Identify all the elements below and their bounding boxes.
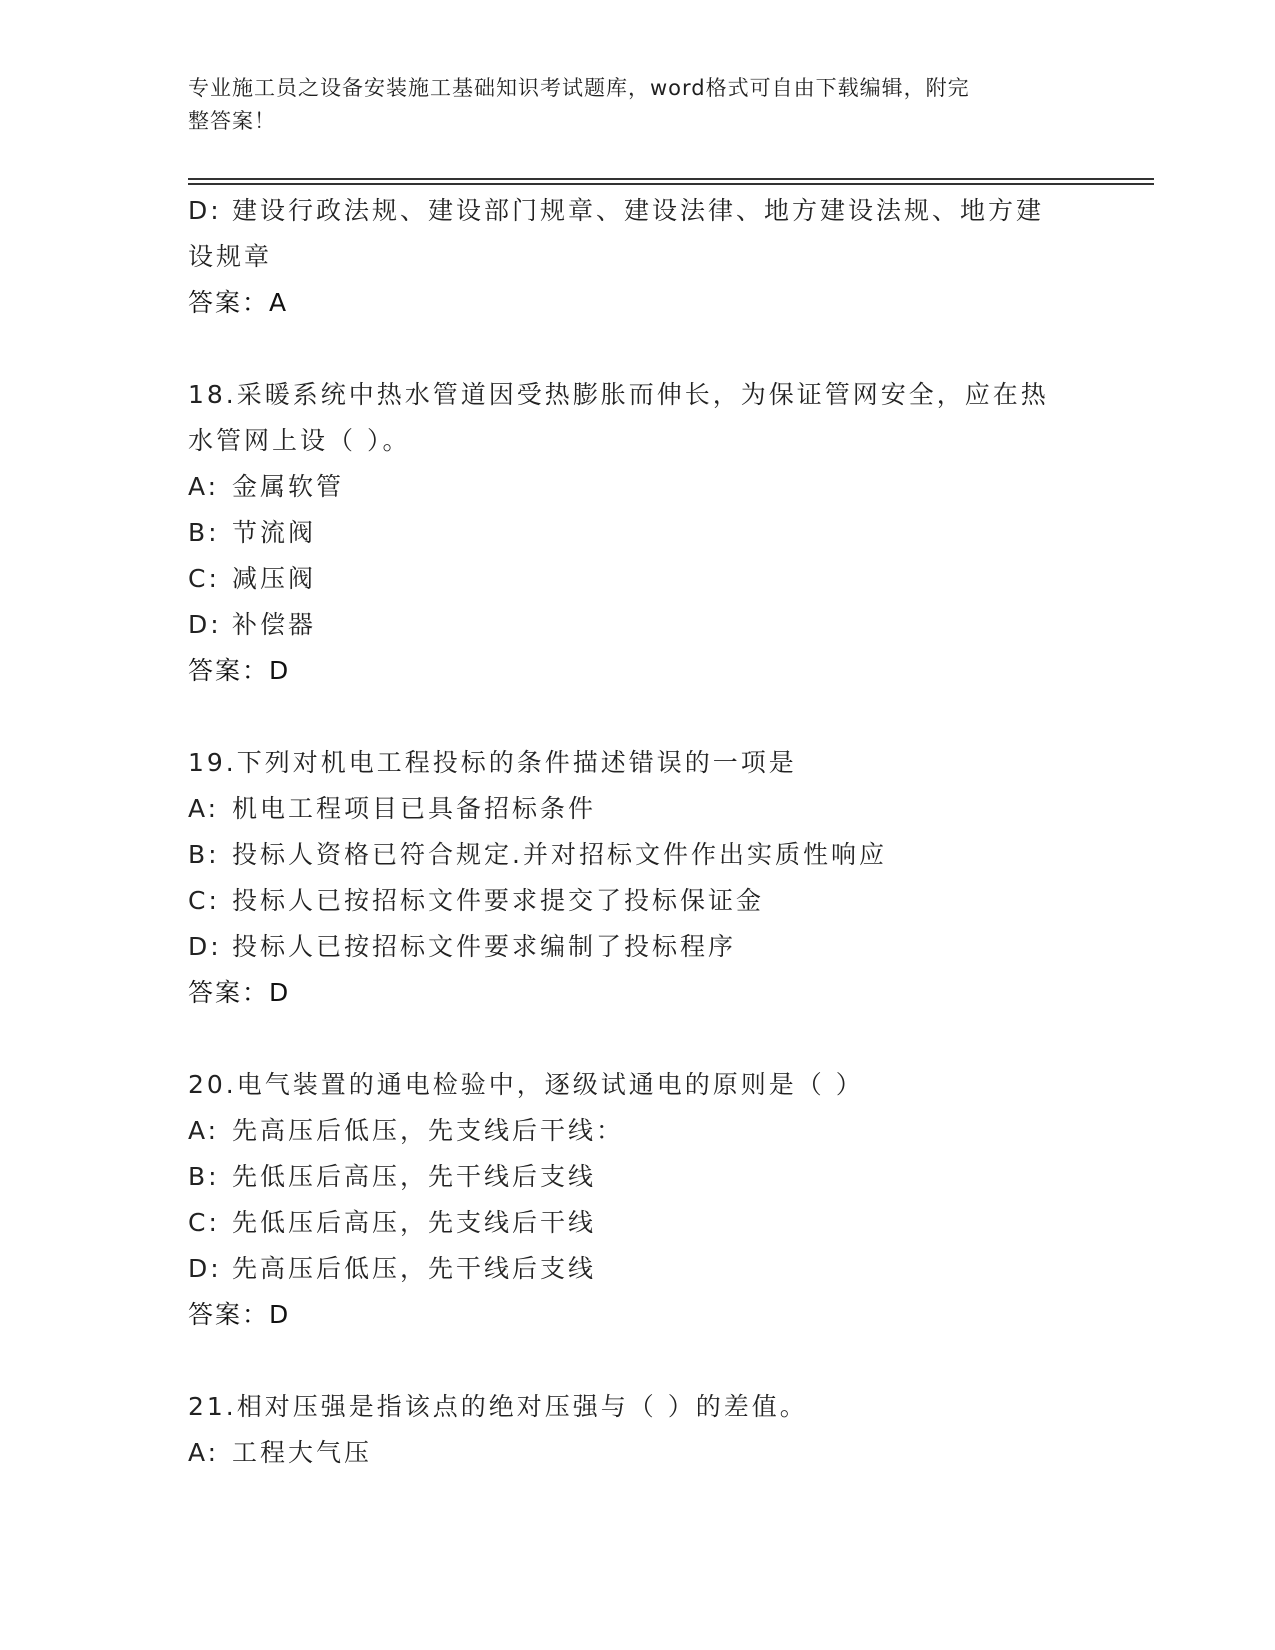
option-b xyxy=(188,832,1088,878)
option-d xyxy=(188,188,1088,234)
option-c xyxy=(188,1200,1088,1246)
option-label: D: xyxy=(188,196,222,225)
question-stem-continued: 水管网上设（ ）。 xyxy=(188,426,411,455)
question-stem: 19.下列对机电工程投标的条件描述错误的一项是 xyxy=(188,748,797,777)
option-a xyxy=(188,1108,1088,1154)
option-text: 工程大气压 xyxy=(232,1438,373,1467)
question-stem: 21.相对压强是指该点的绝对压强与（ ）的差值。 xyxy=(188,1392,808,1421)
option-text: 机电工程项目已具备招标条件 xyxy=(232,794,597,823)
option-text: 投标人资格已符合规定.并对招标文件作出实质性响应 xyxy=(232,840,887,869)
question-21 xyxy=(188,1384,1088,1476)
option-label: B: xyxy=(188,518,220,547)
header-title-line-2: 整答案！ xyxy=(188,109,276,133)
option-label: C: xyxy=(188,886,220,915)
spacer xyxy=(188,1016,1088,1062)
option-text: 投标人已按招标文件要求编制了投标程序 xyxy=(232,932,737,961)
option-text: 先高压后低压，先干线后支线 xyxy=(232,1254,597,1283)
question-stem: 18.采暖系统中热水管道因受热膨胀而伸长，为保证管网安全，应在热 xyxy=(188,380,1049,409)
option-label: B: xyxy=(188,840,220,869)
question-stem: 20.电气装置的通电检验中，逐级试通电的原则是（ ） xyxy=(188,1070,864,1099)
option-a xyxy=(188,464,1088,510)
question-list xyxy=(188,188,1088,1476)
previous-question-fragment xyxy=(188,188,1088,326)
question-20 xyxy=(188,1062,1088,1338)
option-text: 金属软管 xyxy=(232,472,345,501)
option-label: C: xyxy=(188,564,220,593)
option-label: A: xyxy=(188,1116,220,1145)
option-d xyxy=(188,924,1088,970)
option-text: 先高压后低压，先支线后干线： xyxy=(232,1116,625,1145)
option-b xyxy=(188,510,1088,556)
option-d xyxy=(188,602,1088,648)
option-d xyxy=(188,1246,1088,1292)
answer-line: 答案：D xyxy=(188,978,291,1007)
option-label: C: xyxy=(188,1208,220,1237)
option-label: D: xyxy=(188,610,222,639)
option-c xyxy=(188,556,1088,602)
option-b xyxy=(188,1154,1088,1200)
option-d-continued: 设规章 xyxy=(188,242,273,271)
option-text: 节流阀 xyxy=(232,518,317,547)
answer-line: 答案：D xyxy=(188,1300,291,1329)
option-label: B: xyxy=(188,1162,220,1191)
answer-line: 答案：A xyxy=(188,288,289,317)
question-19 xyxy=(188,740,1088,1016)
header-title-line-1: 专业施工员之设备安装施工基础知识考试题库，word格式可自由下载编辑，附完 xyxy=(188,76,970,100)
question-18 xyxy=(188,372,1088,694)
document-header xyxy=(188,72,1068,138)
header-divider-top xyxy=(188,178,1154,180)
option-text: 投标人已按招标文件要求提交了投标保证金 xyxy=(232,886,765,915)
spacer xyxy=(188,326,1088,372)
option-label: A: xyxy=(188,472,220,501)
option-label: D: xyxy=(188,932,222,961)
header-divider-bottom xyxy=(188,183,1154,185)
option-c xyxy=(188,878,1088,924)
option-label: D: xyxy=(188,1254,222,1283)
option-text: 先低压后高压，先支线后干线 xyxy=(232,1208,597,1237)
answer-line: 答案：D xyxy=(188,656,291,685)
spacer xyxy=(188,1338,1088,1384)
spacer xyxy=(188,694,1088,740)
option-text: 先低压后高压，先干线后支线 xyxy=(232,1162,597,1191)
option-text: 补偿器 xyxy=(232,610,317,639)
option-text: 减压阀 xyxy=(232,564,317,593)
option-text: 建设行政法规、建设部门规章、建设法律、地方建设法规、地方建 xyxy=(232,196,1045,225)
option-label: A: xyxy=(188,1438,220,1467)
option-a xyxy=(188,786,1088,832)
option-label: A: xyxy=(188,794,220,823)
option-a xyxy=(188,1430,1088,1476)
